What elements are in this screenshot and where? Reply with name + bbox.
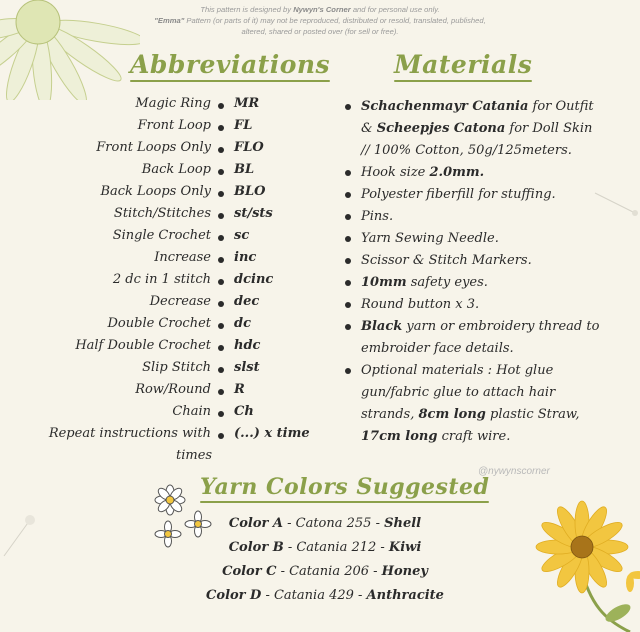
notice-text: and for personal use only. bbox=[350, 5, 440, 14]
abbreviation-term: Chain bbox=[172, 404, 211, 419]
abbreviation-term: Double Crochet bbox=[107, 316, 211, 331]
yarn-color-row bbox=[160, 588, 490, 603]
abbreviation-row bbox=[0, 140, 320, 162]
abbreviation-code: R bbox=[234, 382, 245, 397]
yellow-flower-illustration bbox=[510, 495, 640, 632]
material-item-optional bbox=[345, 360, 605, 448]
material-item-scissor bbox=[345, 250, 605, 272]
material-item-needle bbox=[345, 228, 605, 250]
bullet-icon bbox=[345, 324, 351, 330]
abbreviation-row bbox=[0, 404, 320, 426]
abbreviation-code: st/sts bbox=[234, 206, 273, 221]
abbreviation-row bbox=[0, 184, 320, 206]
abbreviations-title: Abbreviations bbox=[130, 50, 331, 79]
abbreviation-term: Decrease bbox=[149, 294, 211, 309]
abbreviation-row bbox=[0, 382, 320, 404]
abbreviation-row bbox=[0, 96, 320, 118]
abbreviation-code: slst bbox=[234, 360, 260, 375]
color-name: Shell bbox=[384, 516, 422, 531]
abbreviation-code: MR bbox=[234, 96, 260, 111]
abbreviation-row bbox=[0, 426, 320, 448]
abbreviation-row bbox=[0, 250, 320, 272]
daisy-illustration-top-left bbox=[0, 0, 140, 100]
abbreviation-term: Front Loop bbox=[137, 118, 211, 133]
abbreviation-row bbox=[0, 294, 320, 316]
material-text: Scissor & Stitch Markers. bbox=[361, 253, 532, 268]
material-item-fiberfill bbox=[345, 184, 605, 206]
abbreviation-row bbox=[0, 162, 320, 184]
bullet-icon bbox=[218, 279, 224, 285]
yarn-colors-title: Yarn Colors Suggested bbox=[200, 474, 490, 500]
watermark: @nywynscorner bbox=[478, 466, 550, 477]
abbreviation-row bbox=[0, 338, 320, 360]
bullet-icon bbox=[345, 280, 351, 286]
abbreviation-code: dc bbox=[234, 316, 252, 331]
material-text: Round button x 3. bbox=[361, 297, 480, 312]
bullet-icon bbox=[218, 411, 224, 417]
color-name: Honey bbox=[381, 564, 428, 579]
material-item-button bbox=[345, 294, 605, 316]
bullet-icon bbox=[345, 104, 351, 110]
bullet-icon bbox=[345, 236, 351, 242]
bullet-icon bbox=[218, 103, 224, 109]
bullet-icon bbox=[218, 147, 224, 153]
abbreviation-row bbox=[0, 206, 320, 228]
abbreviation-code: (...) x time bbox=[234, 426, 310, 441]
yarn-color-row bbox=[160, 540, 490, 555]
material-item-hook bbox=[345, 162, 605, 184]
material-text: embroider face details. bbox=[361, 341, 514, 356]
abbreviation-code: inc bbox=[234, 250, 257, 265]
materials-title: Materials bbox=[394, 50, 533, 79]
notice-text: Pattern (or parts of it) may not be reproduced, distributed or resold, translated, published, altered, shared or posted over (for sell or free). bbox=[184, 16, 486, 36]
material-text: Polyester fiberfill for stuffing. bbox=[361, 187, 556, 202]
dandelion-seed-icon bbox=[0, 510, 40, 560]
pattern-name: "Emma" bbox=[154, 16, 185, 25]
hook-size: 2.0mm. bbox=[429, 165, 485, 180]
heading-underline bbox=[394, 80, 532, 82]
abbreviations-heading bbox=[130, 50, 330, 79]
color-label: Color B bbox=[228, 540, 284, 555]
material-item-eyes bbox=[345, 272, 605, 294]
copyright-notice bbox=[150, 4, 490, 37]
abbreviation-term: Magic Ring bbox=[135, 96, 211, 111]
abbreviation-code: hdc bbox=[234, 338, 261, 353]
bullet-icon bbox=[218, 433, 224, 439]
bullet-icon bbox=[218, 213, 224, 219]
material-text: yarn or embroidery thread to bbox=[402, 319, 600, 334]
color-label: Color C bbox=[222, 564, 277, 579]
material-text: for Outfit bbox=[528, 99, 594, 114]
abbreviation-row bbox=[0, 272, 320, 294]
abbreviation-code: FL bbox=[234, 118, 253, 133]
eye-size: 10mm bbox=[361, 275, 407, 290]
material-item-yarn bbox=[345, 96, 605, 162]
material-text: & bbox=[361, 121, 377, 136]
bullet-icon bbox=[218, 301, 224, 307]
yarn-colors-heading bbox=[200, 474, 489, 500]
abbreviation-term: Stitch/Stitches bbox=[113, 206, 211, 221]
color-yarn: - Catania 429 - bbox=[261, 588, 367, 603]
abbreviation-term: Single Crochet bbox=[112, 228, 211, 243]
color-name: Anthracite bbox=[366, 588, 444, 603]
bullet-icon bbox=[218, 257, 224, 263]
bullet-icon bbox=[218, 191, 224, 197]
abbreviation-term: Half Double Crochet bbox=[75, 338, 211, 353]
notice-text: This pattern is designed by bbox=[200, 5, 294, 14]
yarn-brand: Schachenmayr Catania bbox=[361, 99, 529, 114]
abbreviation-term: Increase bbox=[154, 250, 211, 265]
abbreviation-continuation: times bbox=[176, 448, 213, 463]
bullet-icon bbox=[345, 170, 351, 176]
bullet-icon bbox=[218, 367, 224, 373]
abbreviation-code: Ch bbox=[234, 404, 254, 419]
material-text: for Doll Skin bbox=[505, 121, 593, 136]
abbreviation-row bbox=[0, 360, 320, 382]
abbreviation-code: dec bbox=[234, 294, 260, 309]
abbreviation-code: FLO bbox=[234, 140, 264, 155]
heading-underline bbox=[130, 80, 330, 82]
material-text: Pins. bbox=[361, 209, 394, 224]
yarn-color-row bbox=[160, 516, 490, 531]
abbreviation-row bbox=[0, 118, 320, 140]
abbreviation-term: 2 dc in 1 stitch bbox=[112, 272, 211, 287]
material-text: safety eyes. bbox=[406, 275, 488, 290]
bullet-icon bbox=[218, 389, 224, 395]
abbreviation-term: Slip Stitch bbox=[142, 360, 211, 375]
abbreviation-term: Front Loops Only bbox=[96, 140, 211, 155]
material-text: Optional materials : Hot glue bbox=[361, 363, 554, 378]
material-item-pins bbox=[345, 206, 605, 228]
material-text: gun/fabric glue to attach hair bbox=[361, 385, 556, 400]
bullet-icon bbox=[345, 368, 351, 374]
designer-name: Nywyn's Corner bbox=[293, 5, 351, 14]
material-text: Yarn Sewing Needle. bbox=[361, 231, 499, 246]
straw-length: 8cm long bbox=[418, 407, 486, 422]
color-yarn: - Catona 255 - bbox=[282, 516, 385, 531]
abbreviation-term: Row/Round bbox=[135, 382, 211, 397]
abbreviation-row bbox=[0, 316, 320, 338]
abbreviation-code: BL bbox=[234, 162, 255, 177]
bullet-icon bbox=[218, 125, 224, 131]
material-text: strands, bbox=[361, 407, 419, 422]
material-text: plastic Straw, bbox=[485, 407, 580, 422]
material-item-black-yarn bbox=[345, 316, 605, 360]
bullet-icon bbox=[218, 169, 224, 175]
bullet-icon bbox=[345, 302, 351, 308]
abbreviation-code: dcinc bbox=[234, 272, 274, 287]
material-text: craft wire. bbox=[437, 429, 511, 444]
abbreviation-row bbox=[0, 228, 320, 250]
abbreviation-term: Back Loops Only bbox=[100, 184, 211, 199]
bullet-icon bbox=[218, 235, 224, 241]
yarn-brand: Scheepjes Catona bbox=[376, 121, 506, 136]
yarn-color-row bbox=[160, 564, 490, 579]
color-name: Kiwi bbox=[388, 540, 422, 555]
color-label: Color D bbox=[206, 588, 262, 603]
bullet-icon bbox=[345, 192, 351, 198]
abbreviation-code: sc bbox=[234, 228, 250, 243]
color-label: Color A bbox=[228, 516, 283, 531]
bullet-icon bbox=[218, 345, 224, 351]
color-yarn: - Catania 212 - bbox=[283, 540, 389, 555]
material-text: Hook size bbox=[361, 165, 430, 180]
abbreviation-term: Repeat instructions with bbox=[48, 426, 211, 441]
materials-heading bbox=[394, 50, 532, 79]
color-yarn: - Catania 206 - bbox=[276, 564, 382, 579]
abbreviation-code: BLO bbox=[234, 184, 266, 199]
thread-color: Black bbox=[361, 319, 403, 334]
material-text: // 100% Cotton, 50g/125meters. bbox=[361, 143, 572, 158]
bullet-icon bbox=[218, 323, 224, 329]
heading-underline bbox=[200, 501, 489, 503]
bullet-icon bbox=[345, 258, 351, 264]
wire-length: 17cm long bbox=[361, 429, 438, 444]
bullet-icon bbox=[345, 214, 351, 220]
abbreviation-term: Back Loop bbox=[141, 162, 211, 177]
